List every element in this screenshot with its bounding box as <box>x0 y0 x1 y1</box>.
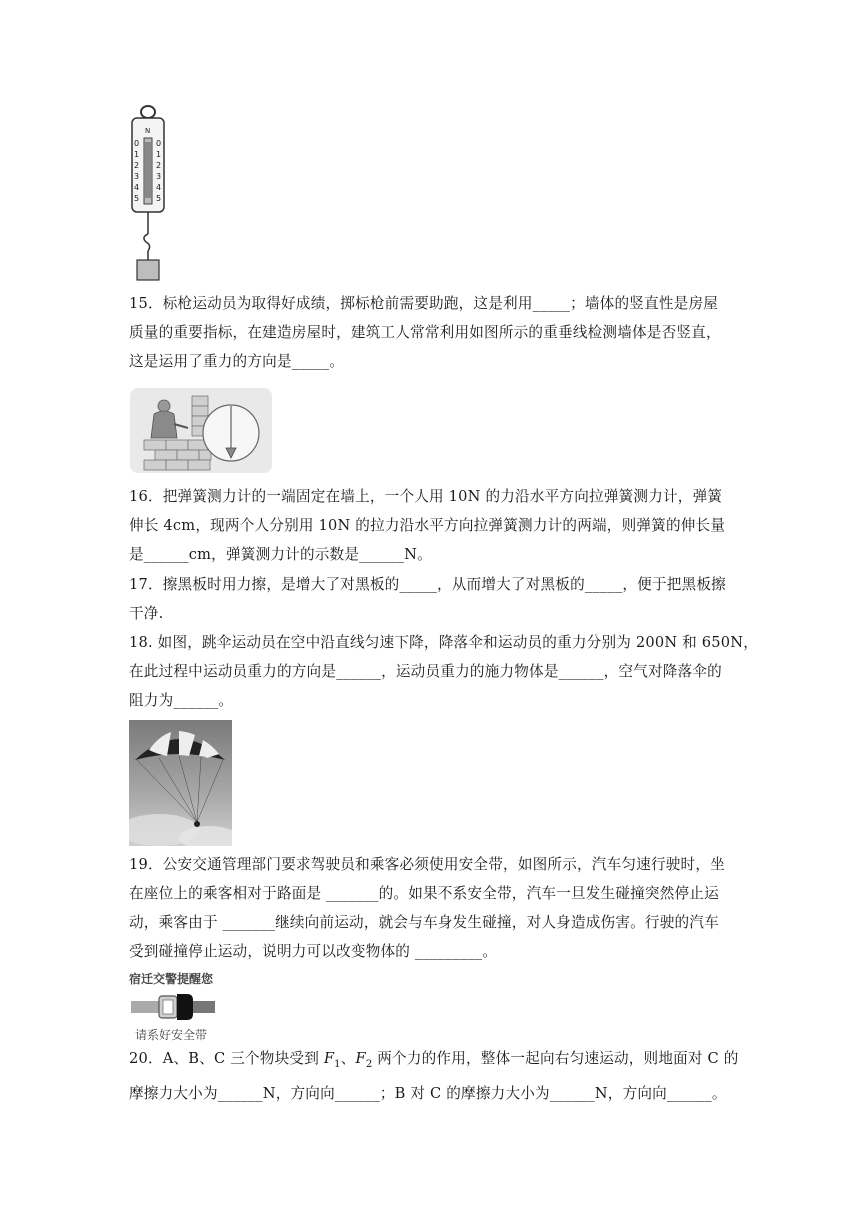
question-17-line-1: 17．擦黑板时用力擦，是增大了对黑板的_____，从而增大了对黑板的_____，便于把黑板擦 <box>129 576 726 593</box>
force-f1-subscript: 1 <box>334 1058 341 1070</box>
question-19-line-3: 动，乘客由于 _______继续向前运动，就会与车身发生碰撞，对人身造成伤害。行驶的汽车 <box>129 914 719 931</box>
tick-label: 5 <box>156 194 162 203</box>
question-19-line-1: 19．公安交通管理部门要求驾驶员和乘客必须使用安全带，如图所示，汽车匀速行驶时，坐 <box>129 856 725 873</box>
question-19 <box>129 850 734 966</box>
seatbelt-buckle-icon <box>131 990 221 1024</box>
question-20-line-2: 摩擦力大小为______N，方向向______；B 对 C 的摩擦力大小为______N，方向向______。 <box>129 1084 727 1102</box>
question-19-line-4: 受到碰撞停止运动，说明力可以改变物体的 _________。 <box>129 943 498 960</box>
tick-label: 5 <box>134 194 140 203</box>
question-18 <box>129 628 759 715</box>
tick-label: 0 <box>156 139 162 148</box>
seatbelt-bottom-caption: 请系好安全带 <box>135 1028 208 1042</box>
plumb-line-drawing <box>130 388 272 473</box>
question-20-text-a: 20．A、B、C 三个物块受到 <box>129 1050 324 1067</box>
spring-scale-figure <box>128 104 172 284</box>
tick-label: 3 <box>134 172 140 181</box>
force-f2-symbol: F <box>355 1050 366 1067</box>
tick-label: 1 <box>156 150 162 159</box>
question-18-line-3: 阻力为______。 <box>129 692 234 709</box>
tick-label: 3 <box>156 172 162 181</box>
parachute-figure <box>129 720 232 846</box>
plumb-line-figure <box>130 388 272 473</box>
seatbelt-top-caption: 宿迁交警提醒您 <box>129 972 214 986</box>
question-18-line-2: 在此过程中运动员重力的方向是______，运动员重力的施力物体是______，空气对降落伞的 <box>129 663 722 680</box>
tick-label: 4 <box>156 183 162 192</box>
spring-scale-left-ticks <box>134 138 139 204</box>
parachute-photo <box>129 720 232 846</box>
question-18-line-1: 18. 如图，跳伞运动员在空中沿直线匀速下降，降落伞和运动员的重力分别为 200N 和 650N， <box>129 634 759 651</box>
question-16-line-2: 伸长 4cm，现两个人分别用 10N 的拉力沿水平方向拉弹簧测力计的两端，则弹簧的伸长量 <box>129 517 726 534</box>
question-20-text-b: 两个力的作用，整体一起向右匀速运动，则地面对 C 的 <box>372 1050 739 1067</box>
question-20-line-1 <box>129 1044 739 1079</box>
question-17-line-2: 干净. <box>129 605 164 622</box>
question-16-line-1: 16．把弹簧测力计的一端固定在墙上，一个人用 10N 的力沿水平方向拉弹簧测力计，弹簧 <box>129 488 723 505</box>
tick-label: 4 <box>134 183 140 192</box>
question-20-separator: 、 <box>340 1050 356 1067</box>
tick-label: 2 <box>134 161 140 170</box>
question-15 <box>129 289 734 376</box>
question-15-line-3: 这是运用了重力的方向是_____。 <box>129 353 345 370</box>
question-15-line-1: 15．标枪运动员为取得好成绩，掷标枪前需要助跑，这是利用_____；墙体的竖直性是房屋 <box>129 295 719 312</box>
question-19-line-2: 在座位上的乘客相对于路面是 _______的。如果不系安全带，汽车一旦发生碰撞突然停止运 <box>129 885 719 902</box>
question-16 <box>129 482 734 569</box>
force-f1-symbol: F <box>323 1050 335 1067</box>
spring-scale-right-ticks <box>156 138 161 204</box>
tick-label: 1 <box>134 150 140 159</box>
spring-scale-unit: N <box>145 127 151 135</box>
force-f2-subscript: 2 <box>365 1058 373 1070</box>
question-17 <box>129 570 734 628</box>
tick-label: 0 <box>134 139 140 148</box>
question-16-line-3: 是______cm，弹簧测力计的示数是______N。 <box>129 546 432 563</box>
question-15-line-2: 质量的重要指标，在建造房屋时，建筑工人常常利用如图所示的重垂线检测墙体是否竖直， <box>129 324 721 341</box>
question-20 <box>129 1044 739 1108</box>
seatbelt-figure <box>129 968 229 1042</box>
tick-label: 2 <box>156 161 162 170</box>
